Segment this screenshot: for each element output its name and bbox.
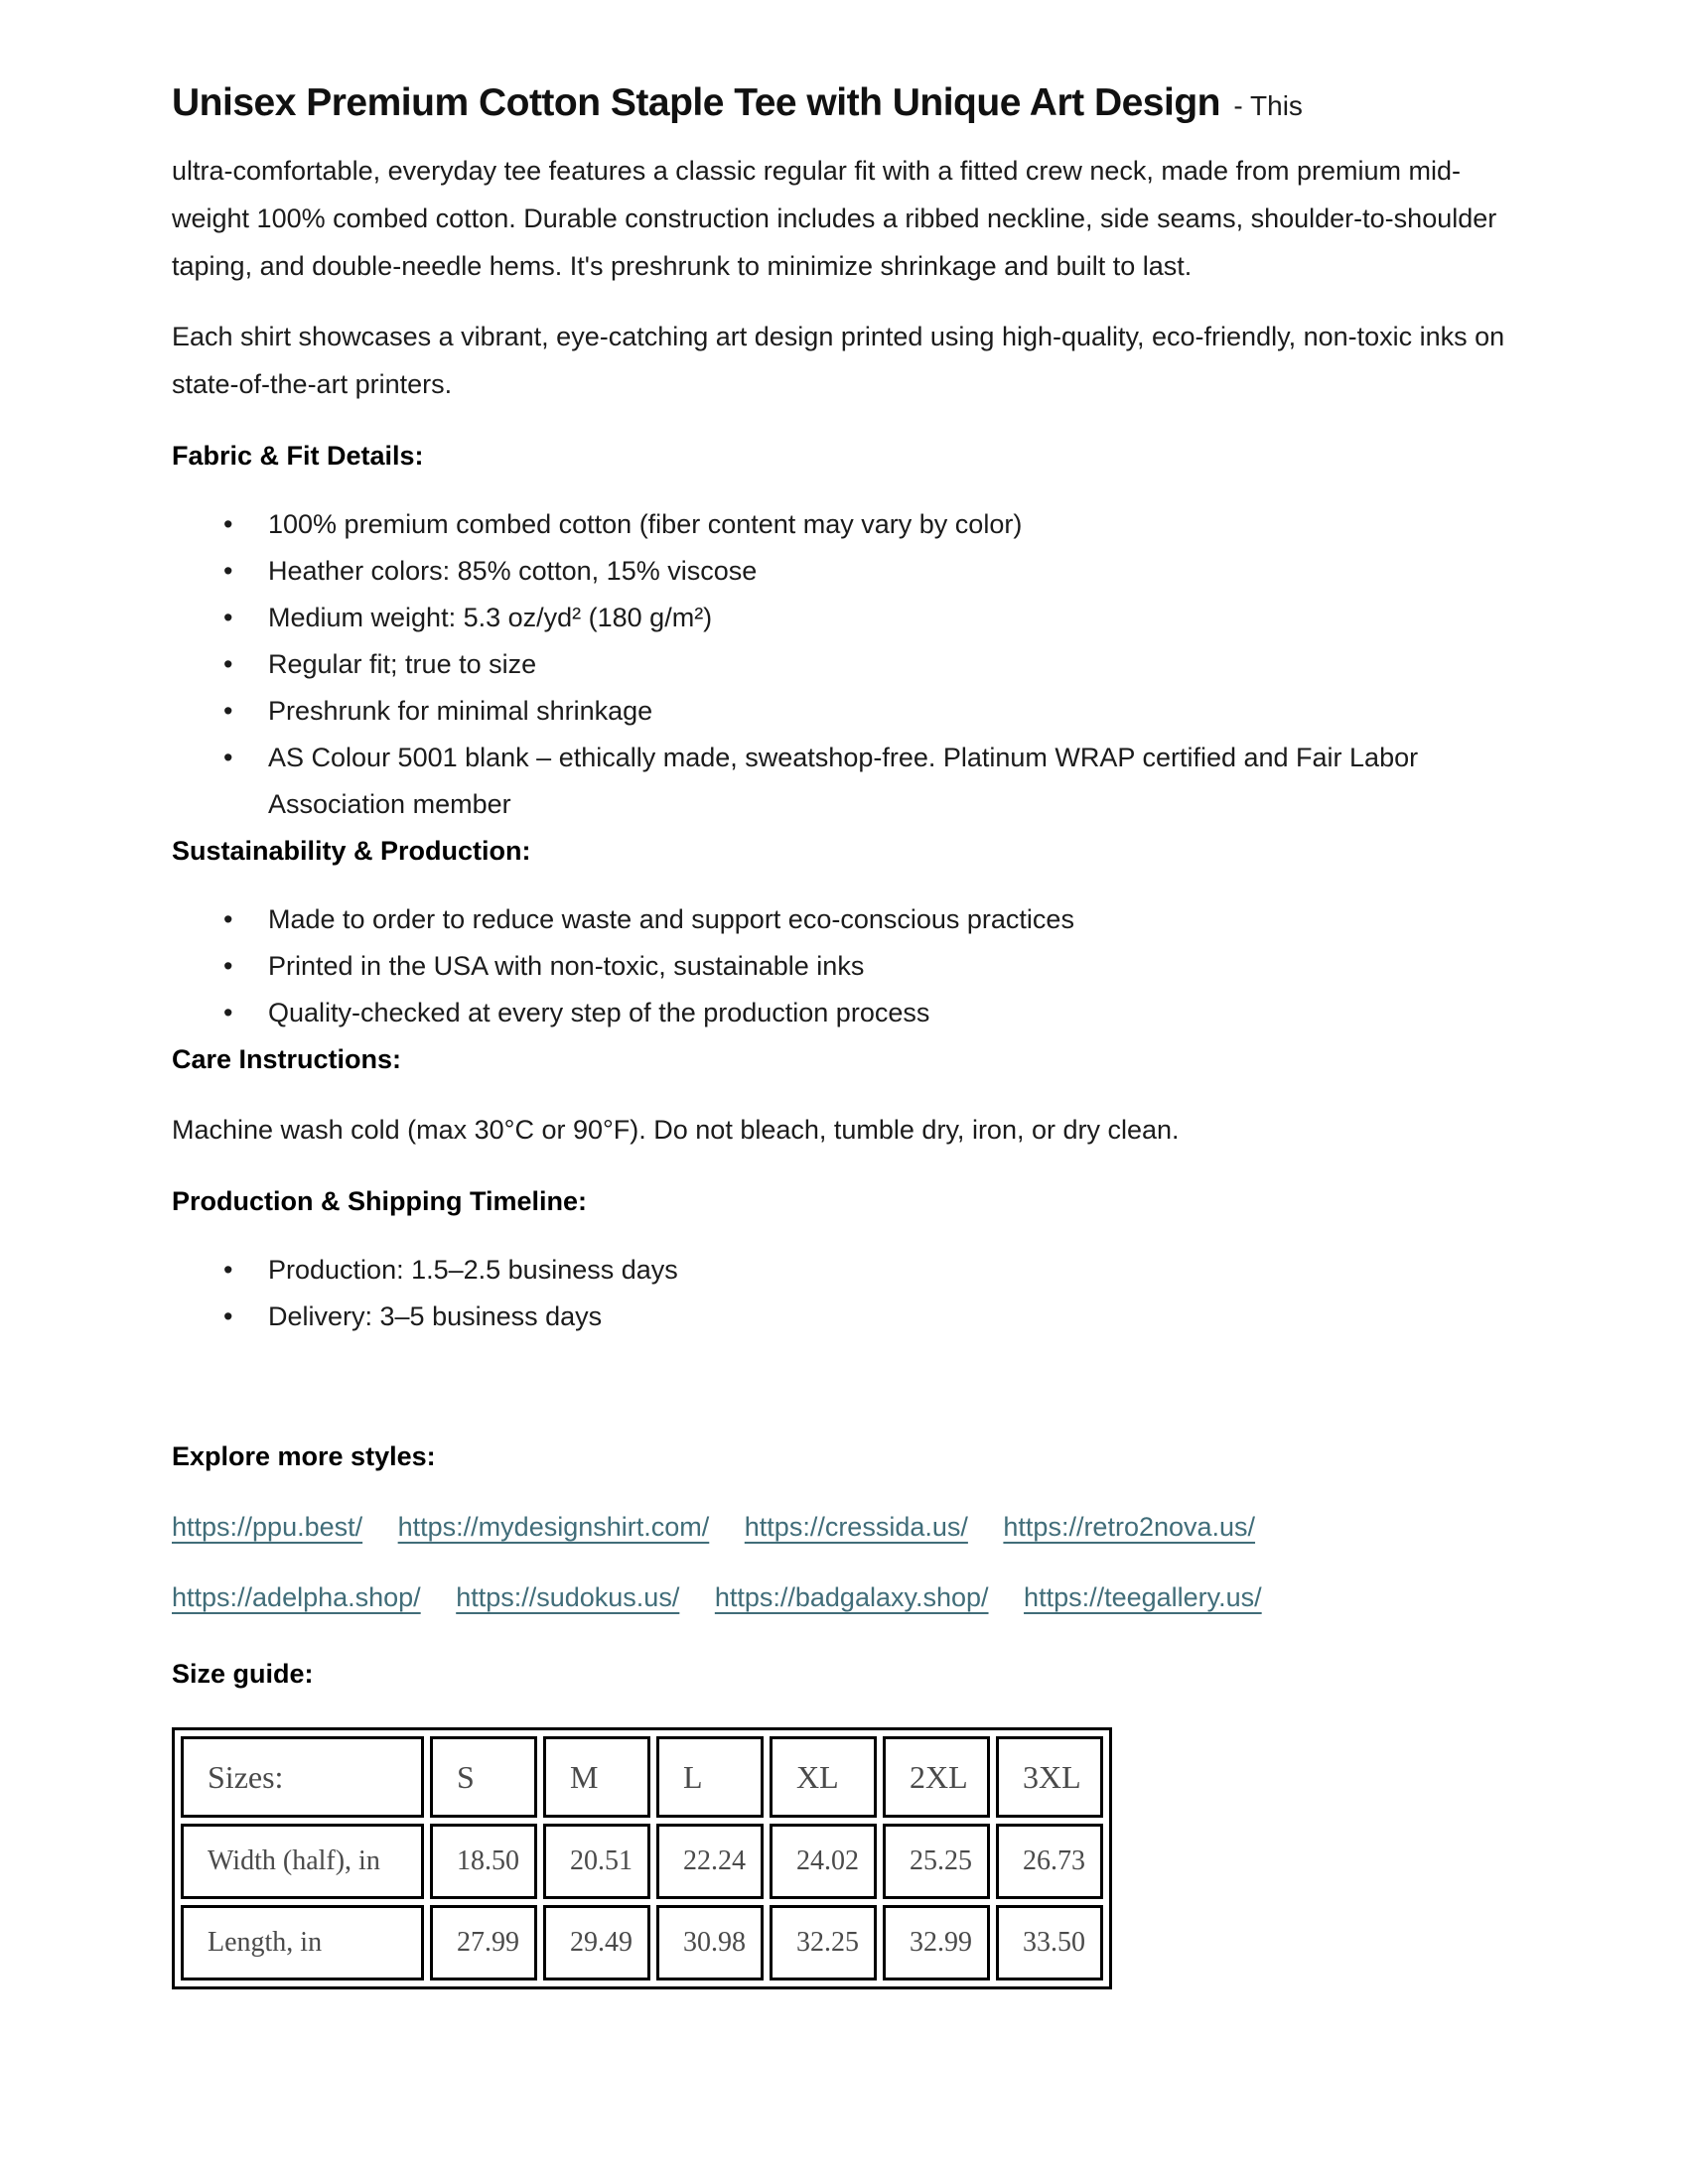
table-row-label: Width (half), in <box>181 1824 424 1899</box>
table-cell: 25.25 <box>883 1824 990 1899</box>
table-cell: 32.25 <box>770 1905 877 1980</box>
table-header-cell: 3XL <box>996 1736 1103 1818</box>
heading-size-guide: Size guide: <box>172 1659 314 1689</box>
page-title: Unisex Premium Cotton Staple Tee with Unique Art Design <box>172 81 1220 124</box>
sustainability-list <box>172 896 1517 1036</box>
table-header-cell: XL <box>770 1736 877 1818</box>
table-header-cell: L <box>656 1736 764 1818</box>
list-item: • Medium weight: 5.3 oz/yd² (180 g/m²) <box>172 595 1517 641</box>
table-header-cell: S <box>430 1736 537 1818</box>
style-link-teegallery[interactable]: https://teegallery.us/ <box>1024 1582 1262 1612</box>
table-cell: 24.02 <box>770 1824 877 1899</box>
table-row-width <box>181 1824 1103 1899</box>
size-guide-table <box>172 1727 1112 1989</box>
heading-sustainability: Sustainability & Production: <box>172 836 531 866</box>
table-cell: 32.99 <box>883 1905 990 1980</box>
list-item: • Regular fit; true to size <box>172 641 1517 688</box>
list-item: • Preshrunk for minimal shrinkage <box>172 688 1517 735</box>
table-header-cell: M <box>543 1736 650 1818</box>
heading-timeline: Production & Shipping Timeline: <box>172 1186 587 1216</box>
table-header-cell: 2XL <box>883 1736 990 1818</box>
style-link-cressida[interactable]: https://cressida.us/ <box>744 1512 968 1542</box>
style-link-ppu-best[interactable]: https://ppu.best/ <box>172 1512 363 1542</box>
style-link-adelpha[interactable]: https://adelpha.shop/ <box>172 1582 421 1612</box>
title-line <box>172 77 1517 137</box>
list-item: • Production: 1.5–2.5 business days <box>172 1247 1517 1294</box>
list-item: • Printed in the USA with non-toxic, sustainable inks <box>172 943 1517 990</box>
table-cell: 22.24 <box>656 1824 764 1899</box>
table-cell: 26.73 <box>996 1824 1103 1899</box>
list-item: • Made to order to reduce waste and support eco-conscious practices <box>172 896 1517 943</box>
style-link-retro2nova[interactable]: https://retro2nova.us/ <box>1003 1512 1256 1542</box>
table-cell: 27.99 <box>430 1905 537 1980</box>
table-cell: 33.50 <box>996 1905 1103 1980</box>
table-cell: 30.98 <box>656 1905 764 1980</box>
size-table-header-row <box>181 1736 1103 1818</box>
title-suffix: - This <box>1233 90 1303 121</box>
list-item: • AS Colour 5001 blank – ethically made, sweatshop-free. Platinum WRAP certified and Fair Labor Association member <box>172 735 1517 828</box>
table-header-cell: Sizes: <box>181 1736 424 1818</box>
fabric-fit-list <box>172 501 1517 828</box>
links-row-2 <box>172 1574 1517 1621</box>
intro-paragraph: ultra-comfortable, everyday tee features a classic regular fit with a fitted crew neck, made from premium mid-weight 100% combed cotton. Durable construction includes a ribbed neckline, side seams, shoulder-to-shoulder taping, and double-needle hems. It's preshrunk to minimize shrinkage and built to last. <box>172 156 1497 281</box>
care-paragraph: Machine wash cold (max 30°C or 90°F). Do not bleach, tumble dry, iron, or dry clean. <box>172 1115 1180 1145</box>
heading-explore: Explore more styles: <box>172 1441 436 1471</box>
heading-care: Care Instructions: <box>172 1044 402 1074</box>
style-link-sudokus[interactable]: https://sudokus.us/ <box>456 1582 680 1612</box>
list-item: • Heather colors: 85% cotton, 15% viscose <box>172 548 1517 595</box>
table-row-label: Length, in <box>181 1905 424 1980</box>
list-item: • 100% premium combed cotton (fiber content may vary by color) <box>172 501 1517 548</box>
table-row-length <box>181 1905 1103 1980</box>
table-cell: 29.49 <box>543 1905 650 1980</box>
list-item: • Delivery: 3–5 business days <box>172 1294 1517 1340</box>
second-paragraph: Each shirt showcases a vibrant, eye-catching art design printed using high-quality, eco-friendly, non-toxic inks on state-of-the-art printers. <box>172 322 1505 399</box>
links-row-1 <box>172 1504 1517 1551</box>
heading-fabric-fit: Fabric & Fit Details: <box>172 441 424 471</box>
timeline-list <box>172 1247 1517 1340</box>
table-cell: 18.50 <box>430 1824 537 1899</box>
style-link-badgalaxy[interactable]: https://badgalaxy.shop/ <box>714 1582 989 1612</box>
table-cell: 20.51 <box>543 1824 650 1899</box>
list-item: • Quality-checked at every step of the production process <box>172 990 1517 1036</box>
style-link-mydesignshirt[interactable]: https://mydesignshirt.com/ <box>397 1512 710 1542</box>
